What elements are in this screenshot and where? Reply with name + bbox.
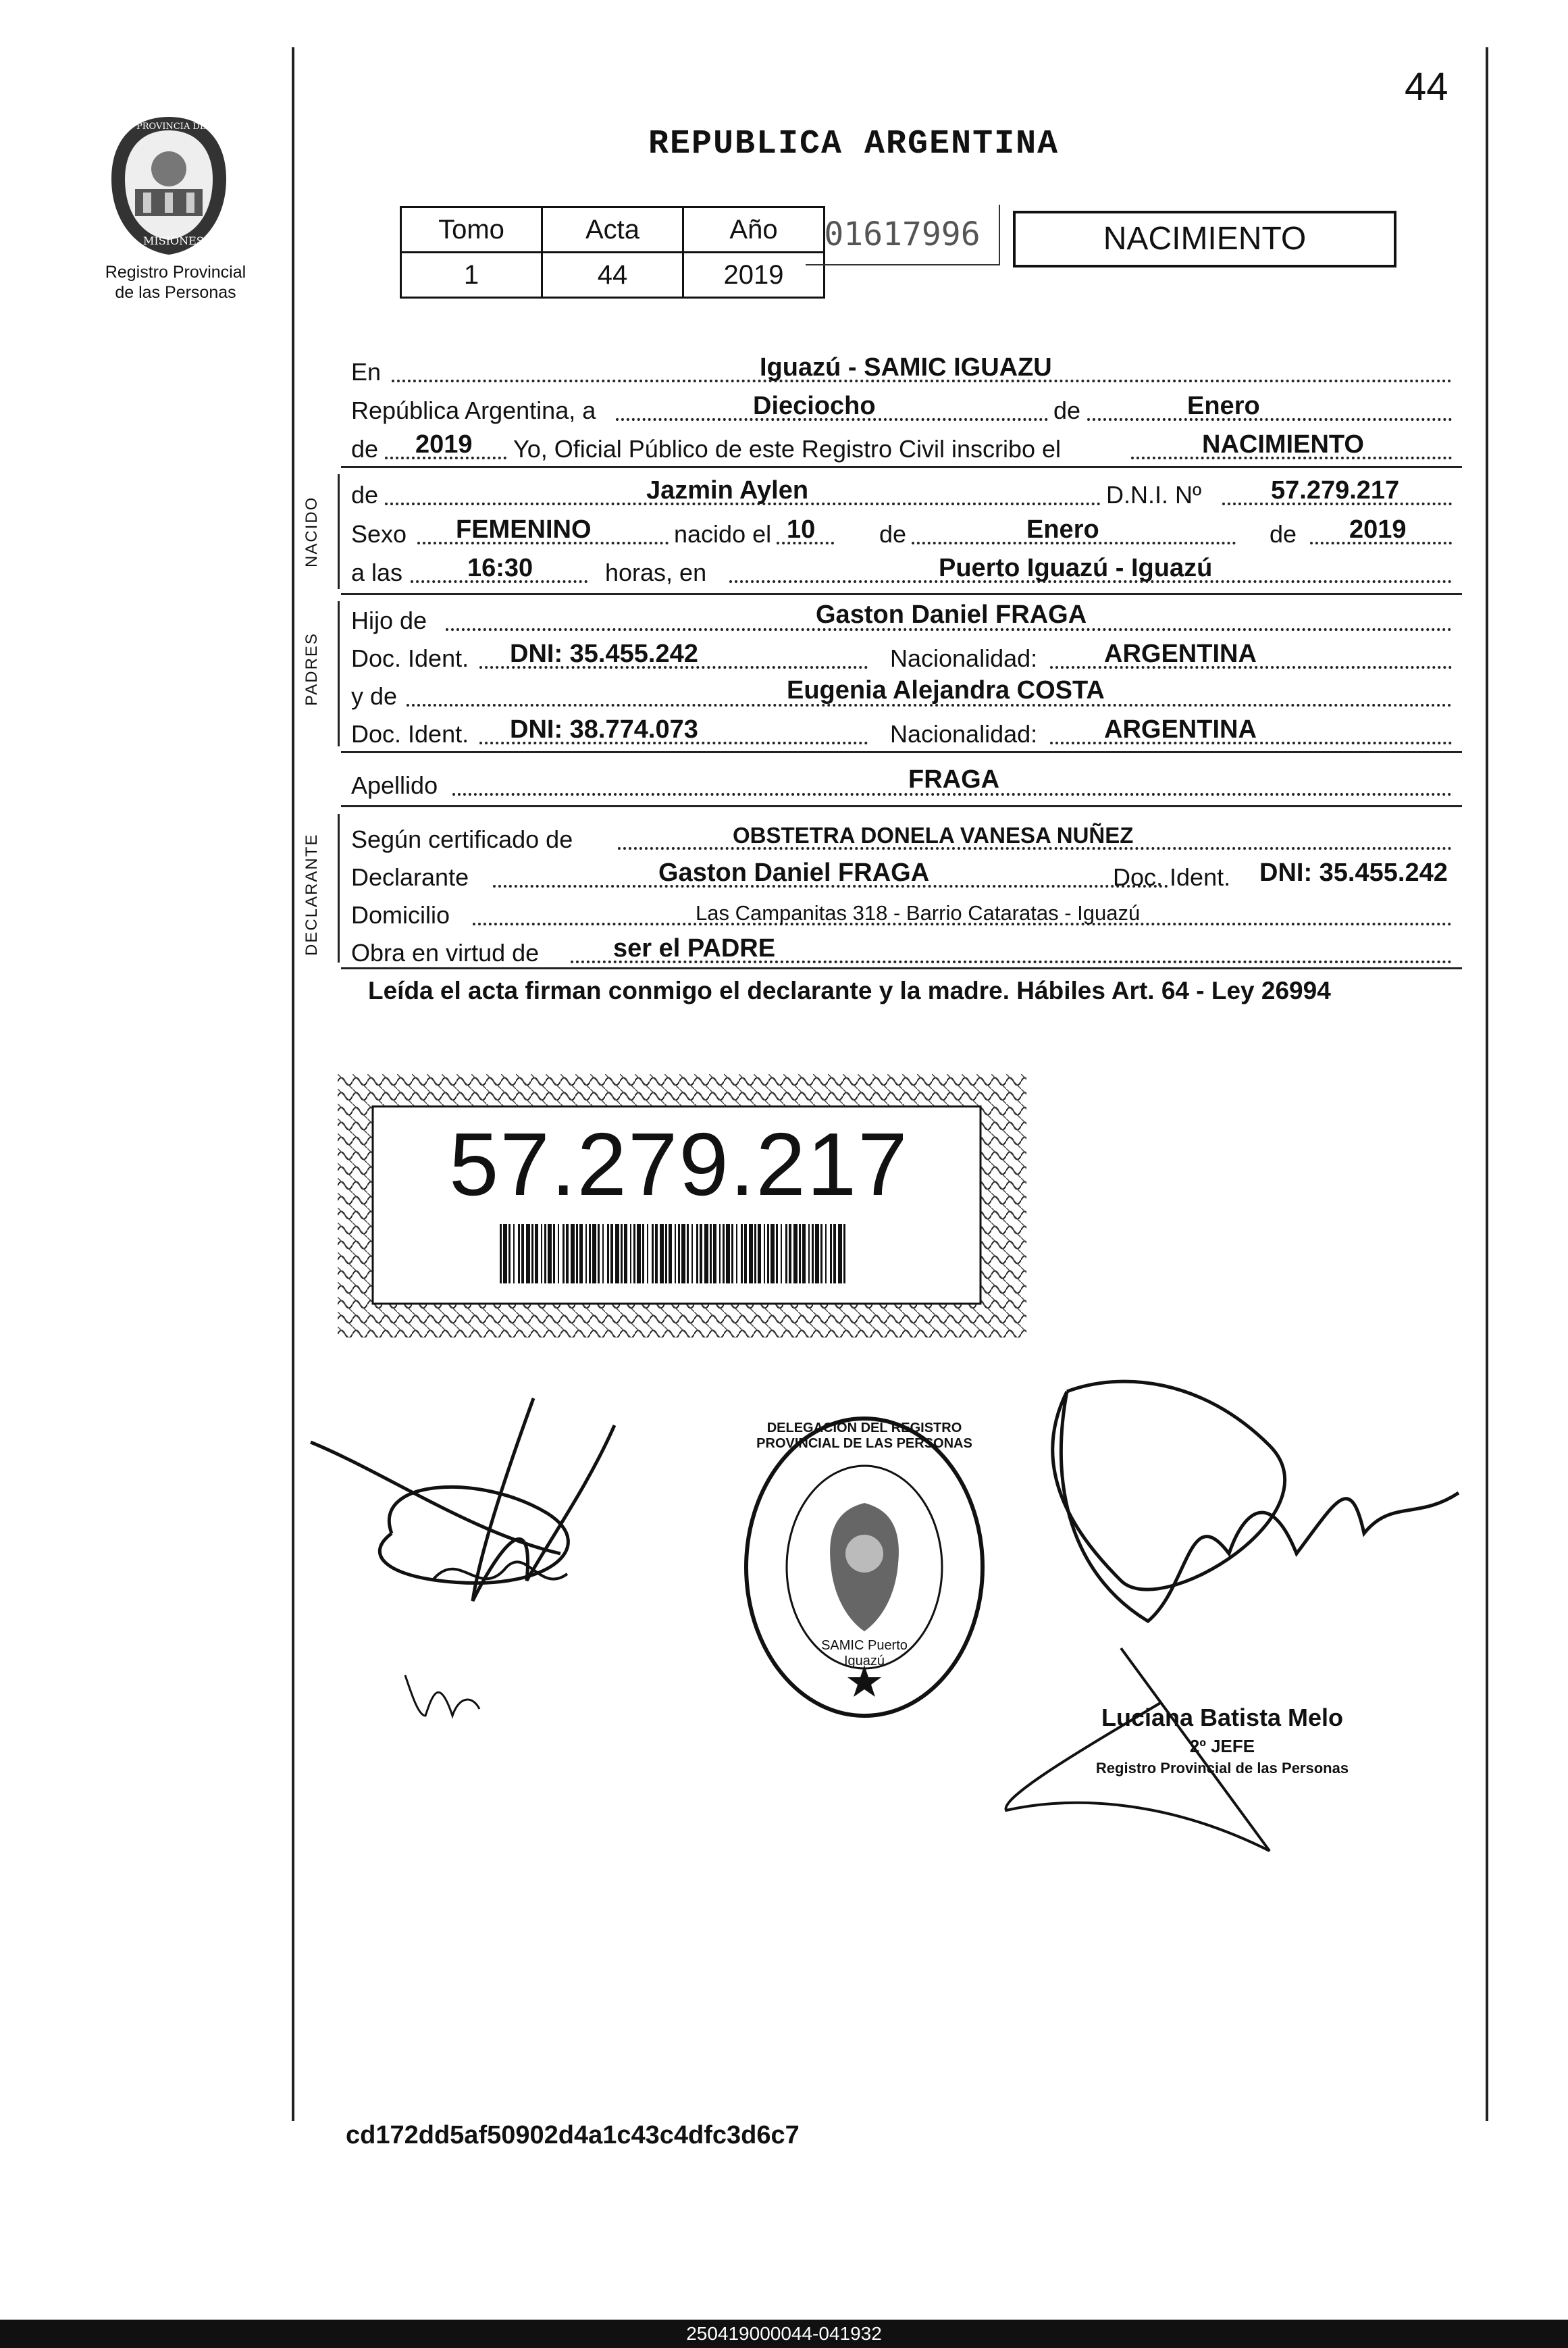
logo-text-bottom: MISIONES bbox=[143, 234, 204, 247]
value-acto: NACIMIENTO bbox=[1202, 430, 1364, 459]
barcode-bar bbox=[749, 1224, 753, 1283]
sticker-barcode bbox=[500, 1224, 851, 1283]
page-title: REPUBLICA ARGENTINA bbox=[648, 125, 1060, 163]
value-domicilio: Las Campanitas 318 - Barrio Cataratas - Iguazú bbox=[696, 901, 1141, 925]
label-y-de: y de bbox=[351, 682, 398, 710]
separator-3 bbox=[341, 751, 1462, 753]
label-de-year: de bbox=[351, 435, 379, 463]
barcode-bar bbox=[500, 1224, 502, 1283]
separator-2 bbox=[341, 593, 1462, 595]
label-apellido: Apellido bbox=[351, 771, 438, 799]
label-nacido-el: nacido el bbox=[674, 520, 772, 548]
barcode-bar bbox=[503, 1224, 507, 1283]
barcode-bar bbox=[681, 1224, 685, 1283]
value-mes-nac: Enero bbox=[1026, 515, 1099, 544]
registry-line1: Registro Provincial bbox=[105, 263, 246, 282]
barcode-bar bbox=[758, 1224, 761, 1283]
barcode-bar bbox=[700, 1224, 702, 1283]
page-number: 44 bbox=[1405, 65, 1448, 109]
row-domicilio bbox=[351, 893, 1459, 929]
section-declarante: DECLARANTE bbox=[303, 833, 321, 956]
barcode-bar bbox=[830, 1224, 832, 1283]
barcode-bar bbox=[607, 1224, 609, 1283]
value-declarante-doc: DNI: 35.455.242 bbox=[1259, 859, 1448, 887]
barcode-bar bbox=[833, 1224, 836, 1283]
barcode-bar bbox=[669, 1224, 672, 1283]
barcode-bar bbox=[799, 1224, 801, 1283]
row-acto bbox=[351, 427, 1459, 463]
separator-1 bbox=[341, 466, 1462, 468]
act-type-box: NACIMIENTO bbox=[1013, 211, 1396, 267]
barcode-bar bbox=[513, 1224, 515, 1283]
value-anio: 2019 bbox=[415, 430, 473, 459]
label-segun: Según certificado de bbox=[351, 825, 573, 853]
acta-value: 44 bbox=[542, 253, 683, 298]
barcode-bar bbox=[615, 1224, 619, 1283]
label-republica: República Argentina, a bbox=[351, 397, 596, 424]
row-madre bbox=[351, 674, 1459, 711]
anio-value: 2019 bbox=[683, 253, 825, 298]
barcode-bar bbox=[660, 1224, 664, 1283]
id-sticker bbox=[338, 1074, 1026, 1337]
barcode-bar bbox=[678, 1224, 680, 1283]
barcode-bar bbox=[736, 1224, 737, 1283]
barcode-bar bbox=[637, 1224, 641, 1283]
label-de-name: de bbox=[351, 481, 379, 509]
barcode-bar bbox=[633, 1224, 635, 1283]
officer-office: Registro Provincial de las Personas bbox=[1095, 1760, 1349, 1777]
barcode-bar bbox=[812, 1224, 814, 1283]
seal-ring-text: DELEGACION DEL REGISTRO PROVINCIAL DE LAS PERSONAS bbox=[756, 1421, 972, 1451]
value-hora: 16:30 bbox=[467, 554, 533, 582]
value-obra: ser el PADRE bbox=[613, 934, 776, 963]
barcode-bar bbox=[802, 1224, 806, 1283]
value-mes: Enero bbox=[1187, 392, 1260, 420]
tomo-label: Tomo bbox=[401, 207, 542, 253]
separator-5 bbox=[341, 967, 1462, 969]
nacido-bar bbox=[338, 474, 340, 589]
label-yo: Yo, Oficial Público de este Registro Civil inscribo el bbox=[513, 435, 1062, 463]
barcode-bar bbox=[820, 1224, 822, 1283]
barcode-bar bbox=[647, 1224, 648, 1283]
row-fecha bbox=[351, 388, 1459, 425]
closing-note: Leída el acta firman conmigo el declarante y la madre. Hábiles Art. 64 - Ley 26994 bbox=[368, 977, 1331, 1004]
label-en: En bbox=[351, 358, 382, 386]
officer-role: 2º JEFE bbox=[1189, 1736, 1255, 1756]
right-margin-line bbox=[1486, 47, 1488, 2121]
barcode-bar bbox=[691, 1224, 693, 1283]
barcode-bar bbox=[808, 1224, 810, 1283]
barcode-bar bbox=[571, 1224, 575, 1283]
barcode-bar bbox=[610, 1224, 613, 1283]
value-padre-nac: ARGENTINA bbox=[1104, 640, 1257, 668]
barcode-bar bbox=[598, 1224, 600, 1283]
value-dia-nac: 10 bbox=[787, 515, 816, 544]
barcode-bar bbox=[655, 1224, 658, 1283]
registry-caption bbox=[68, 262, 284, 303]
barcode-bar bbox=[713, 1224, 716, 1283]
row-lugar bbox=[351, 350, 1459, 386]
label-doc-ident2: Doc. Ident. bbox=[351, 720, 469, 748]
barcode-bar bbox=[579, 1224, 583, 1283]
value-madre: Eugenia Alejandra COSTA bbox=[787, 676, 1105, 705]
label-nacionalidad: Nacionalidad: bbox=[890, 644, 1038, 672]
row-sexo bbox=[351, 512, 1459, 548]
padres-bar bbox=[338, 601, 340, 746]
barcode-bar bbox=[744, 1224, 747, 1283]
barcode-bar bbox=[696, 1224, 698, 1283]
value-certificado: OBSTETRA DONELA VANESA NUÑEZ bbox=[733, 823, 1134, 848]
label-de-month: de bbox=[879, 520, 907, 548]
barcode-bar bbox=[776, 1224, 778, 1283]
value-apellido: FRAGA bbox=[908, 765, 1000, 794]
tomo-value: 1 bbox=[401, 253, 542, 298]
barcode-bar bbox=[602, 1224, 604, 1283]
row-apellido bbox=[351, 763, 1459, 800]
label-de: de bbox=[1053, 397, 1081, 424]
row-certificado bbox=[351, 817, 1459, 854]
acta-label: Acta bbox=[542, 207, 683, 253]
barcode-bar bbox=[521, 1224, 524, 1283]
logo-text-top: PROVINCIA DE bbox=[136, 122, 207, 132]
barcode-bar bbox=[624, 1224, 627, 1283]
section-padres: PADRES bbox=[303, 632, 321, 706]
value-lugar-nac: Puerto Iguazú - Iguazú bbox=[939, 554, 1213, 582]
barcode-bar bbox=[576, 1224, 578, 1283]
label-de-year2: de bbox=[1270, 520, 1297, 548]
value-dni: 57.279.217 bbox=[1271, 476, 1400, 505]
barcode-bar bbox=[675, 1224, 676, 1283]
barcode-bar bbox=[789, 1224, 791, 1283]
barcode-bar bbox=[754, 1224, 756, 1283]
footer-code: 250419000044-041932 bbox=[0, 2320, 1568, 2348]
officer-name: Luciana Batista Melo bbox=[1101, 1704, 1344, 1731]
officer-block bbox=[1067, 1704, 1378, 1777]
value-padre-doc: DNI: 35.455.242 bbox=[510, 640, 698, 668]
value-padre: Gaston Daniel FRAGA bbox=[816, 601, 1087, 629]
value-declarante: Gaston Daniel FRAGA bbox=[658, 859, 930, 887]
barcode-bar bbox=[838, 1224, 842, 1283]
value-dia-texto: Dieciocho bbox=[753, 392, 876, 420]
label-nacionalidad2: Nacionalidad: bbox=[890, 720, 1038, 748]
value-madre-doc: DNI: 38.774.073 bbox=[510, 715, 698, 744]
barcode-bar bbox=[544, 1224, 546, 1283]
barcode-bar bbox=[719, 1224, 721, 1283]
barcode-bar bbox=[665, 1224, 667, 1283]
barcode-bar bbox=[825, 1224, 827, 1283]
barcode-bar bbox=[710, 1224, 712, 1283]
barcode-bar bbox=[531, 1224, 533, 1283]
barcode-bar bbox=[553, 1224, 555, 1283]
barcode-bar bbox=[726, 1224, 730, 1283]
declarante-bar bbox=[338, 814, 340, 963]
barcode-bar bbox=[815, 1224, 819, 1283]
declarante-signature bbox=[304, 1378, 655, 1760]
label-dni: D.N.I. Nº bbox=[1106, 481, 1202, 509]
barcode-bar bbox=[687, 1224, 689, 1283]
barcode-bar bbox=[558, 1224, 559, 1283]
row-obra bbox=[351, 931, 1459, 967]
label-sexo: Sexo bbox=[351, 520, 407, 548]
barcode-bar bbox=[731, 1224, 733, 1283]
barcode-bar bbox=[652, 1224, 654, 1283]
barcode-bar bbox=[508, 1224, 511, 1283]
value-lugar: Iguazú - SAMIC IGUAZU bbox=[760, 353, 1052, 382]
barcode-bar bbox=[704, 1224, 708, 1283]
row-madre-doc bbox=[351, 712, 1459, 748]
barcode-bar bbox=[621, 1224, 623, 1283]
barcode-bar bbox=[770, 1224, 775, 1283]
value-madre-nac: ARGENTINA bbox=[1104, 715, 1257, 744]
barcode-bar bbox=[526, 1224, 530, 1283]
row-padre-doc bbox=[351, 636, 1459, 673]
document-hash: cd172dd5af50902d4a1c43c4dfc3d6c7 bbox=[346, 2121, 800, 2149]
label-horas-en: horas, en bbox=[605, 559, 707, 586]
row-declarante bbox=[351, 855, 1459, 892]
label-a-las: a las bbox=[351, 559, 403, 586]
barcode-bar bbox=[741, 1224, 743, 1283]
barcode-bar bbox=[767, 1224, 769, 1283]
barcode-bar bbox=[843, 1224, 845, 1283]
label-hijo-de: Hijo de bbox=[351, 607, 427, 634]
barcode-bar bbox=[764, 1224, 765, 1283]
barcode-bar bbox=[518, 1224, 520, 1283]
barcode-bar bbox=[563, 1224, 565, 1283]
barcode-bar bbox=[548, 1224, 552, 1283]
barcode-bar bbox=[793, 1224, 798, 1283]
barcode-bar bbox=[535, 1224, 538, 1283]
official-seal bbox=[736, 1408, 993, 1729]
row-nombre bbox=[351, 473, 1459, 509]
label-doc-ident3: Doc. Ident. bbox=[1113, 863, 1231, 891]
value-sexo: FEMENINO bbox=[456, 515, 592, 544]
barcode-bar bbox=[723, 1224, 725, 1283]
value-anio-nac: 2019 bbox=[1349, 515, 1407, 544]
separator-4 bbox=[341, 805, 1462, 807]
row-hora bbox=[351, 551, 1459, 587]
label-obra: Obra en virtud de bbox=[351, 939, 540, 967]
barcode-bar bbox=[781, 1224, 782, 1283]
section-nacido: NACIDO bbox=[303, 496, 321, 567]
label-doc-ident: Doc. Ident. bbox=[351, 644, 469, 672]
barcode-bar bbox=[585, 1224, 587, 1283]
barcode-bar bbox=[785, 1224, 787, 1283]
seal-inner-text: SAMIC Puerto Iguazú bbox=[821, 1638, 908, 1668]
barcode-bar bbox=[630, 1224, 631, 1283]
province-logo bbox=[101, 111, 236, 260]
barcode-bar bbox=[592, 1224, 596, 1283]
row-padre bbox=[351, 598, 1459, 635]
label-declarante: Declarante bbox=[351, 863, 469, 891]
barcode-bar bbox=[566, 1224, 569, 1283]
value-nombre: Jazmin Aylen bbox=[646, 476, 809, 505]
serial-number: 01617996 bbox=[806, 205, 1000, 265]
record-table bbox=[400, 206, 825, 299]
sticker-number: 57.279.217 bbox=[449, 1115, 909, 1214]
anio-label: Año bbox=[683, 207, 825, 253]
label-domicilio: Domicilio bbox=[351, 901, 450, 929]
barcode-bar bbox=[589, 1224, 591, 1283]
officer-signature bbox=[986, 1364, 1472, 1868]
barcode-bar bbox=[541, 1224, 542, 1283]
left-margin-line bbox=[292, 47, 294, 2121]
barcode-bar bbox=[642, 1224, 644, 1283]
registry-line2: de las Personas bbox=[115, 283, 236, 302]
